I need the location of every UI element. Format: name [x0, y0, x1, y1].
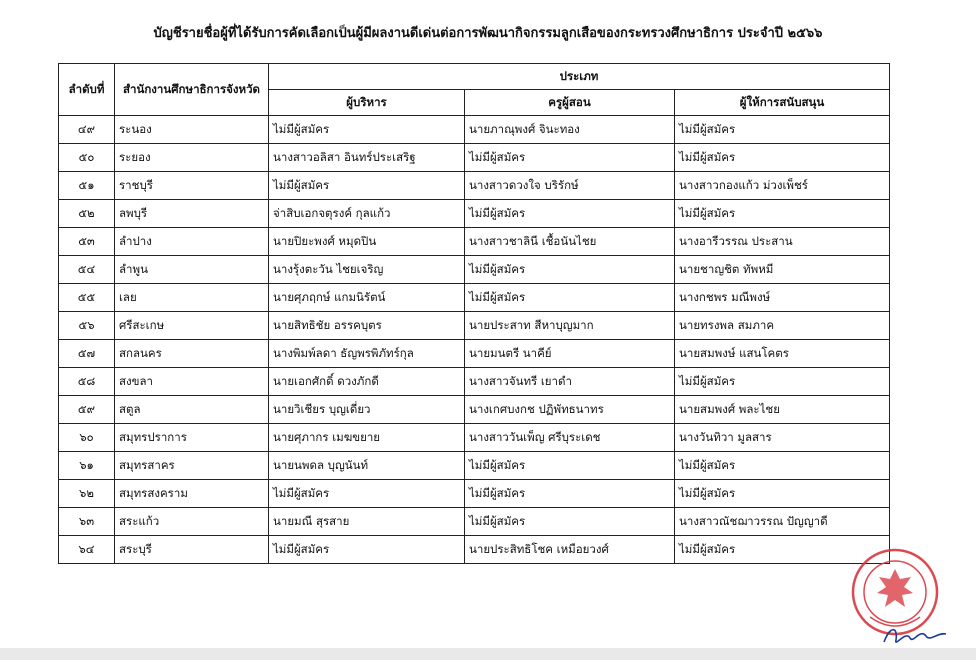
- cell-order: ๕๔: [59, 256, 115, 284]
- cell-admin: นายสิทธิชัย อรรคบุตร: [269, 312, 465, 340]
- cell-admin: ไม่มีผู้สมัคร: [269, 536, 465, 564]
- header-row-top: [59, 64, 890, 90]
- cell-teacher: ไม่มีผู้สมัคร: [465, 452, 675, 480]
- cell-office: ลำพูน: [115, 256, 269, 284]
- cell-admin: ไม่มีผู้สมัคร: [269, 480, 465, 508]
- cell-order: ๖๒: [59, 480, 115, 508]
- cell-admin: นางรุ้งตะวัน ไชยเจริญ: [269, 256, 465, 284]
- cell-teacher: ไม่มีผู้สมัคร: [465, 200, 675, 228]
- awardee-table: [58, 63, 890, 564]
- cell-teacher: นายภาณุพงศ์ จินะทอง: [465, 116, 675, 144]
- cell-supporter: นายทรงพล สมภาค: [675, 312, 890, 340]
- cell-order: ๕๒: [59, 200, 115, 228]
- cell-office: ลพบุรี: [115, 200, 269, 228]
- cell-order: ๖๔: [59, 536, 115, 564]
- cell-teacher: นายประสาท สีหาบุญมาก: [465, 312, 675, 340]
- header-order: ลำดับที่: [59, 64, 115, 116]
- header-supporter: ผู้ให้การสนับสนุน: [675, 90, 890, 116]
- table-row: [59, 508, 890, 536]
- cell-teacher: ไม่มีผู้สมัคร: [465, 284, 675, 312]
- cell-office: สระแก้ว: [115, 508, 269, 536]
- cell-teacher: นางสาวดวงใจ บริรักษ์: [465, 172, 675, 200]
- cell-admin: นายนพดล บุญนันท์: [269, 452, 465, 480]
- cell-admin: ไม่มีผู้สมัคร: [269, 116, 465, 144]
- page-title: บัญชีรายชื่อผู้ที่ได้รับการคัดเลือกเป็นผู้มีผลงานดีเด่นต่อการพัฒนากิจกรรมลูกเสือของกระทรวงศึกษาธิการ ประจำปี ๒๕๖๖: [153, 26, 823, 41]
- table-row: [59, 228, 890, 256]
- cell-order: ๕๘: [59, 368, 115, 396]
- cell-order: ๕๓: [59, 228, 115, 256]
- cell-supporter: นายสมพงศ์ พละไชย: [675, 396, 890, 424]
- cell-teacher: ไม่มีผู้สมัคร: [465, 508, 675, 536]
- cell-office: สมุทรสาคร: [115, 452, 269, 480]
- table-row: [59, 396, 890, 424]
- signature-mark: [880, 620, 950, 650]
- cell-admin: นายศุภฤกษ์ แกมนิรัตน์: [269, 284, 465, 312]
- cell-teacher: นางสาวชาลินี เชื้อนันไชย: [465, 228, 675, 256]
- cell-supporter: นางสาวกองแก้ว ม่วงเพ็ชร์: [675, 172, 890, 200]
- cell-admin: นายมณี สุรสาย: [269, 508, 465, 536]
- cell-order: ๕๗: [59, 340, 115, 368]
- cell-office: ระยอง: [115, 144, 269, 172]
- table-row: [59, 480, 890, 508]
- cell-order: ๕๙: [59, 396, 115, 424]
- cell-office: สกลนคร: [115, 340, 269, 368]
- cell-admin: จ่าสิบเอกจตุรงค์ กุลแก้ว: [269, 200, 465, 228]
- cell-office: สระบุรี: [115, 536, 269, 564]
- cell-teacher: ไม่มีผู้สมัคร: [465, 256, 675, 284]
- cell-admin: นางสาวอลิสา อินทร์ประเสริฐ: [269, 144, 465, 172]
- table-row: [59, 312, 890, 340]
- cell-order: ๖๐: [59, 424, 115, 452]
- cell-office: เลย: [115, 284, 269, 312]
- cell-office: ราชบุรี: [115, 172, 269, 200]
- cell-teacher: นางสาวจันทรี เยาดำ: [465, 368, 675, 396]
- cell-supporter: นางอารีวรรณ ประสาน: [675, 228, 890, 256]
- cell-office: ระนอง: [115, 116, 269, 144]
- cell-supporter: นายสมพงษ์ แสนโคตร: [675, 340, 890, 368]
- cell-admin: นายปิยะพงศ์ หมุดปิน: [269, 228, 465, 256]
- cell-supporter: ไม่มีผู้สมัคร: [675, 480, 890, 508]
- cell-teacher: นายประสิทธิโชค เหมือยวงศ์: [465, 536, 675, 564]
- table-row: [59, 452, 890, 480]
- cell-office: ลำปาง: [115, 228, 269, 256]
- cell-office: สมุทรสงคราม: [115, 480, 269, 508]
- cell-order: ๖๓: [59, 508, 115, 536]
- cell-admin: ไม่มีผู้สมัคร: [269, 172, 465, 200]
- cell-supporter: ไม่มีผู้สมัคร: [675, 200, 890, 228]
- cell-office: ศรีสะเกษ: [115, 312, 269, 340]
- cell-teacher: ไม่มีผู้สมัคร: [465, 144, 675, 172]
- cell-teacher: ไม่มีผู้สมัคร: [465, 480, 675, 508]
- cell-supporter: นางกชพร มณีพงษ์: [675, 284, 890, 312]
- cell-supporter: นางสาวณัชฌาวรรณ ปัญญาดี: [675, 508, 890, 536]
- cell-admin: นายวิเชียร บุญเดี่ยว: [269, 396, 465, 424]
- header-teacher: ครูผู้สอน: [465, 90, 675, 116]
- table-row: [59, 256, 890, 284]
- table-row: [59, 536, 890, 564]
- cell-order: ๕๑: [59, 172, 115, 200]
- cell-order: ๔๙: [59, 116, 115, 144]
- cell-supporter: ไม่มีผู้สมัคร: [675, 536, 890, 564]
- header-office: สำนักงานศึกษาธิการจังหวัด: [115, 64, 269, 116]
- cell-supporter: ไม่มีผู้สมัคร: [675, 144, 890, 172]
- table-row: [59, 116, 890, 144]
- table-row: [59, 284, 890, 312]
- cell-order: ๖๑: [59, 452, 115, 480]
- cell-office: สตูล: [115, 396, 269, 424]
- table-body: [59, 116, 890, 564]
- cell-teacher: นางเกศบงกช ปฏิพัทธนาทร: [465, 396, 675, 424]
- cell-office: สงขลา: [115, 368, 269, 396]
- bottom-strip: [0, 648, 976, 660]
- cell-office: สมุทรปราการ: [115, 424, 269, 452]
- cell-supporter: นายชาญชิต ทัพหมี: [675, 256, 890, 284]
- table-row: [59, 340, 890, 368]
- cell-supporter: นางวันทิวา มูลสาร: [675, 424, 890, 452]
- table-row: [59, 200, 890, 228]
- table-row: [59, 144, 890, 172]
- table-row: [59, 424, 890, 452]
- cell-order: ๕๐: [59, 144, 115, 172]
- cell-admin: นายเอกศักดิ์ ดวงภักดี: [269, 368, 465, 396]
- cell-teacher: นางสาววันเพ็ญ ศรีบุระเดช: [465, 424, 675, 452]
- header-category: ประเภท: [269, 64, 890, 90]
- cell-supporter: ไม่มีผู้สมัคร: [675, 116, 890, 144]
- header-admin: ผู้บริหาร: [269, 90, 465, 116]
- table-row: [59, 172, 890, 200]
- cell-teacher: นายมนตรี นาคีย์: [465, 340, 675, 368]
- table-row: [59, 368, 890, 396]
- cell-supporter: ไม่มีผู้สมัคร: [675, 368, 890, 396]
- cell-order: ๕๖: [59, 312, 115, 340]
- cell-supporter: ไม่มีผู้สมัคร: [675, 452, 890, 480]
- cell-admin: นางพิมพ์ลดา ธัญพรพิภัทร์กุล: [269, 340, 465, 368]
- cell-admin: นายศุภากร เมฆขยาย: [269, 424, 465, 452]
- cell-order: ๕๕: [59, 284, 115, 312]
